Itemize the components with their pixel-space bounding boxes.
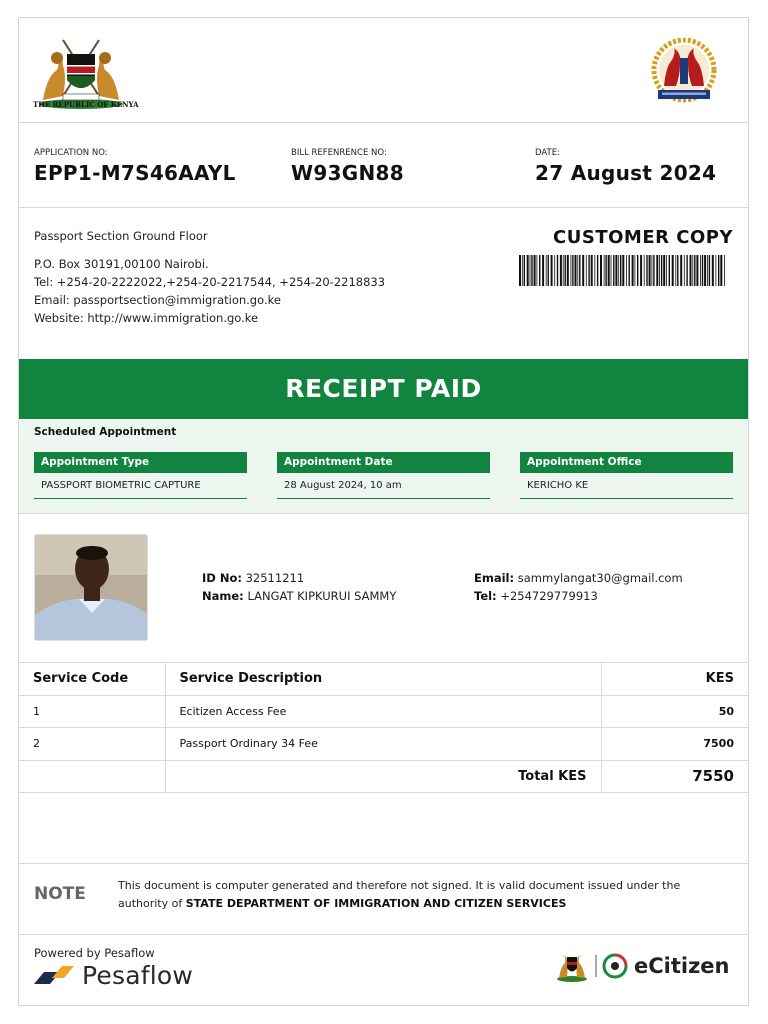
tel-label: Tel: xyxy=(474,589,497,603)
divider-icon xyxy=(590,951,602,981)
service-amount-cell: 50 xyxy=(601,695,748,728)
address-line: P.O. Box 30191,00100 Nairobi. xyxy=(34,257,209,271)
name-label: Name: xyxy=(202,589,244,603)
barcode-bar xyxy=(659,255,660,286)
address-line: Passport Section Ground Floor xyxy=(34,229,208,243)
barcode-bar xyxy=(557,255,558,286)
barcode-bar xyxy=(690,255,692,286)
powered-by-text: Powered by Pesaflow xyxy=(34,946,155,960)
appointment-date-label: Appointment Date xyxy=(277,452,490,473)
applicant-avatar-icon xyxy=(35,535,148,641)
barcode-bar xyxy=(575,255,577,286)
barcode-bar xyxy=(588,255,589,286)
barcode-bar xyxy=(563,255,564,286)
barcode-bar xyxy=(551,255,553,286)
appointment-office xyxy=(520,452,733,499)
barcode-bar xyxy=(692,255,693,286)
service-code-cell: 1 xyxy=(19,695,165,728)
barcode-bar xyxy=(537,255,538,286)
applicant-id xyxy=(202,571,304,585)
bill-reference-value: W93GN88 xyxy=(291,161,404,185)
barcode-bar xyxy=(542,255,544,286)
barcode-bar xyxy=(604,255,605,286)
barcode-bar xyxy=(618,255,619,286)
date-value: 27 August 2024 xyxy=(535,161,717,185)
scheduled-appointment-title: Scheduled Appointment xyxy=(34,426,177,438)
barcode-bar xyxy=(712,255,714,286)
total-value: 7550 xyxy=(601,760,748,793)
barcode-bar xyxy=(613,255,614,286)
barcode-bar xyxy=(632,255,634,286)
service-code-cell: 2 xyxy=(19,728,165,761)
barcode-bar xyxy=(620,255,621,286)
barcode-bar xyxy=(586,255,587,286)
address-phone: Tel: +254-20-2222022,+254-20-2217544, +254-20-2218833 xyxy=(34,275,386,289)
total-label: Total KES xyxy=(165,760,601,793)
table-row xyxy=(19,695,748,728)
barcode-bar xyxy=(652,255,653,286)
barcode-bar xyxy=(718,255,719,286)
column-header-service-description: Service Description xyxy=(165,663,601,696)
address-website: Website: http://www.immigration.go.ke xyxy=(34,311,259,325)
barcode-bar xyxy=(582,255,584,286)
table-row xyxy=(19,728,748,761)
ecitizen-mark-icon xyxy=(602,953,628,979)
barcode-bar xyxy=(600,255,602,286)
barcode-bar xyxy=(637,255,638,286)
scheduled-appointment-section xyxy=(19,419,748,513)
barcode-bar xyxy=(635,255,636,286)
appointment-type xyxy=(34,452,247,499)
barcode-bar xyxy=(702,255,703,286)
barcode-bar xyxy=(548,255,549,286)
kenya-coat-of-arms-icon xyxy=(33,36,129,110)
appointment-office-label: Appointment Office xyxy=(520,452,733,473)
kenya-coat-of-arms-small-icon xyxy=(554,948,590,984)
divider xyxy=(19,863,748,864)
applicant-tel xyxy=(474,589,598,603)
pesaflow-name: Pesaflow xyxy=(82,960,193,990)
barcode-bar xyxy=(707,255,708,286)
id-value: 32511211 xyxy=(245,571,305,585)
barcode-bar xyxy=(709,255,710,286)
divider xyxy=(19,934,748,935)
barcode-bar xyxy=(622,255,624,286)
barcode-bar xyxy=(522,255,523,286)
barcode-bar xyxy=(680,255,682,286)
barcode-bar xyxy=(615,255,617,286)
appointment-office-value: KERICHO KE xyxy=(520,473,733,499)
barcode-bar xyxy=(700,255,701,286)
address-email: Email: passportsection@immigration.go.ke xyxy=(34,293,281,307)
barcode-bar xyxy=(530,255,531,286)
barcode-bar xyxy=(644,255,645,286)
barcode-bar xyxy=(554,255,555,286)
barcode-bar xyxy=(611,255,612,286)
barcode-bar xyxy=(724,255,725,286)
barcode-bar xyxy=(531,255,532,286)
barcode-bar xyxy=(577,255,578,286)
barcode-bar xyxy=(656,255,658,286)
note-body: This document is computer generated and therefore not signed. It is valid document issued under the authority of xyxy=(118,879,681,910)
barcode-bar xyxy=(677,255,678,286)
barcode-bar xyxy=(519,255,521,286)
barcode-bar xyxy=(605,255,606,286)
barcode-bar xyxy=(669,255,670,286)
service-amount-cell: 7500 xyxy=(601,728,748,761)
divider xyxy=(19,513,748,514)
email-label: Email: xyxy=(474,571,515,585)
barcode-bar xyxy=(666,255,667,286)
barcode-bar xyxy=(646,255,647,286)
barcode-bar xyxy=(653,255,654,286)
appointment-type-label: Appointment Type xyxy=(34,452,247,473)
application-no-label: APPLICATION NO: xyxy=(34,148,108,158)
column-header-service-code: Service Code xyxy=(19,663,165,696)
barcode-bar xyxy=(675,255,676,286)
applicant-photo xyxy=(34,534,148,641)
barcode-bar xyxy=(696,255,698,286)
barcode-bar xyxy=(594,255,595,286)
table-total-row xyxy=(19,760,748,793)
barcode-bar xyxy=(524,255,525,286)
receipt-status-banner: RECEIPT PAID xyxy=(19,359,748,419)
barcode xyxy=(519,255,726,286)
application-no-value: EPP1-M7S46AAYL xyxy=(34,161,236,185)
email-value: sammylangat30@gmail.com xyxy=(517,571,683,585)
applicant-name xyxy=(202,589,396,603)
service-description-cell: Passport Ordinary 34 Fee xyxy=(165,728,601,761)
barcode-bar xyxy=(716,255,717,286)
barcode-bar xyxy=(527,255,529,286)
note-label: NOTE xyxy=(34,884,86,904)
note-authority: STATE DEPARTMENT OF IMMIGRATION AND CITIZEN SERVICES xyxy=(185,897,567,910)
pesaflow-mark-icon xyxy=(34,966,74,984)
barcode-bar xyxy=(663,255,665,286)
barcode-bar xyxy=(704,255,706,286)
barcode-bar xyxy=(608,255,610,286)
barcode-bar xyxy=(684,255,685,286)
barcode-bar xyxy=(686,255,687,286)
barcode-bar xyxy=(571,255,572,286)
barcode-bar xyxy=(567,255,569,286)
barcode-bar xyxy=(565,255,566,286)
barcode-bar xyxy=(546,255,547,286)
id-label: ID No: xyxy=(202,571,242,585)
column-header-kes: KES xyxy=(601,663,748,696)
barcode-bar xyxy=(591,255,593,286)
note-text xyxy=(118,877,718,913)
customer-copy-label: CUSTOMER COPY xyxy=(553,227,733,248)
divider xyxy=(19,122,748,123)
ecitizen-name: eCitizen xyxy=(634,954,730,978)
appointment-type-value: PASSPORT BIOMETRIC CAPTURE xyxy=(34,473,247,499)
barcode-bar xyxy=(534,255,536,286)
barcode-bar xyxy=(672,255,674,286)
republic-caption: THE REPUBLIC OF KENYA xyxy=(33,100,139,109)
tel-value: +254729779913 xyxy=(500,589,598,603)
date-label: DATE: xyxy=(535,148,560,158)
kenya-immigration-logo-icon xyxy=(644,38,724,106)
bill-reference-label: BILL REFENRENCE NO: xyxy=(291,148,387,158)
ecitizen-logo xyxy=(554,948,730,984)
appointment-date-value: 28 August 2024, 10 am xyxy=(277,473,490,499)
barcode-bar xyxy=(649,255,651,286)
pesaflow-logo xyxy=(34,962,193,988)
barcode-bar xyxy=(694,255,695,286)
barcode-bar xyxy=(720,255,722,286)
applicant-email xyxy=(474,571,683,585)
barcode-bar xyxy=(597,255,598,286)
receipt-document xyxy=(18,17,749,1006)
barcode-bar xyxy=(572,255,573,286)
divider xyxy=(19,207,748,208)
barcode-bar xyxy=(539,255,540,286)
name-value: LANGAT KIPKURUI SAMMY xyxy=(247,589,397,603)
barcode-bar xyxy=(626,255,627,286)
barcode-bar xyxy=(661,255,662,286)
empty-cell xyxy=(19,760,165,793)
barcode-bar xyxy=(629,255,630,286)
barcode-bar xyxy=(640,255,642,286)
services-table xyxy=(19,662,748,793)
table-header-row xyxy=(19,663,748,696)
appointment-date xyxy=(277,452,490,499)
barcode-bar xyxy=(579,255,580,286)
service-description-cell: Ecitizen Access Fee xyxy=(165,695,601,728)
barcode-bar xyxy=(560,255,562,286)
